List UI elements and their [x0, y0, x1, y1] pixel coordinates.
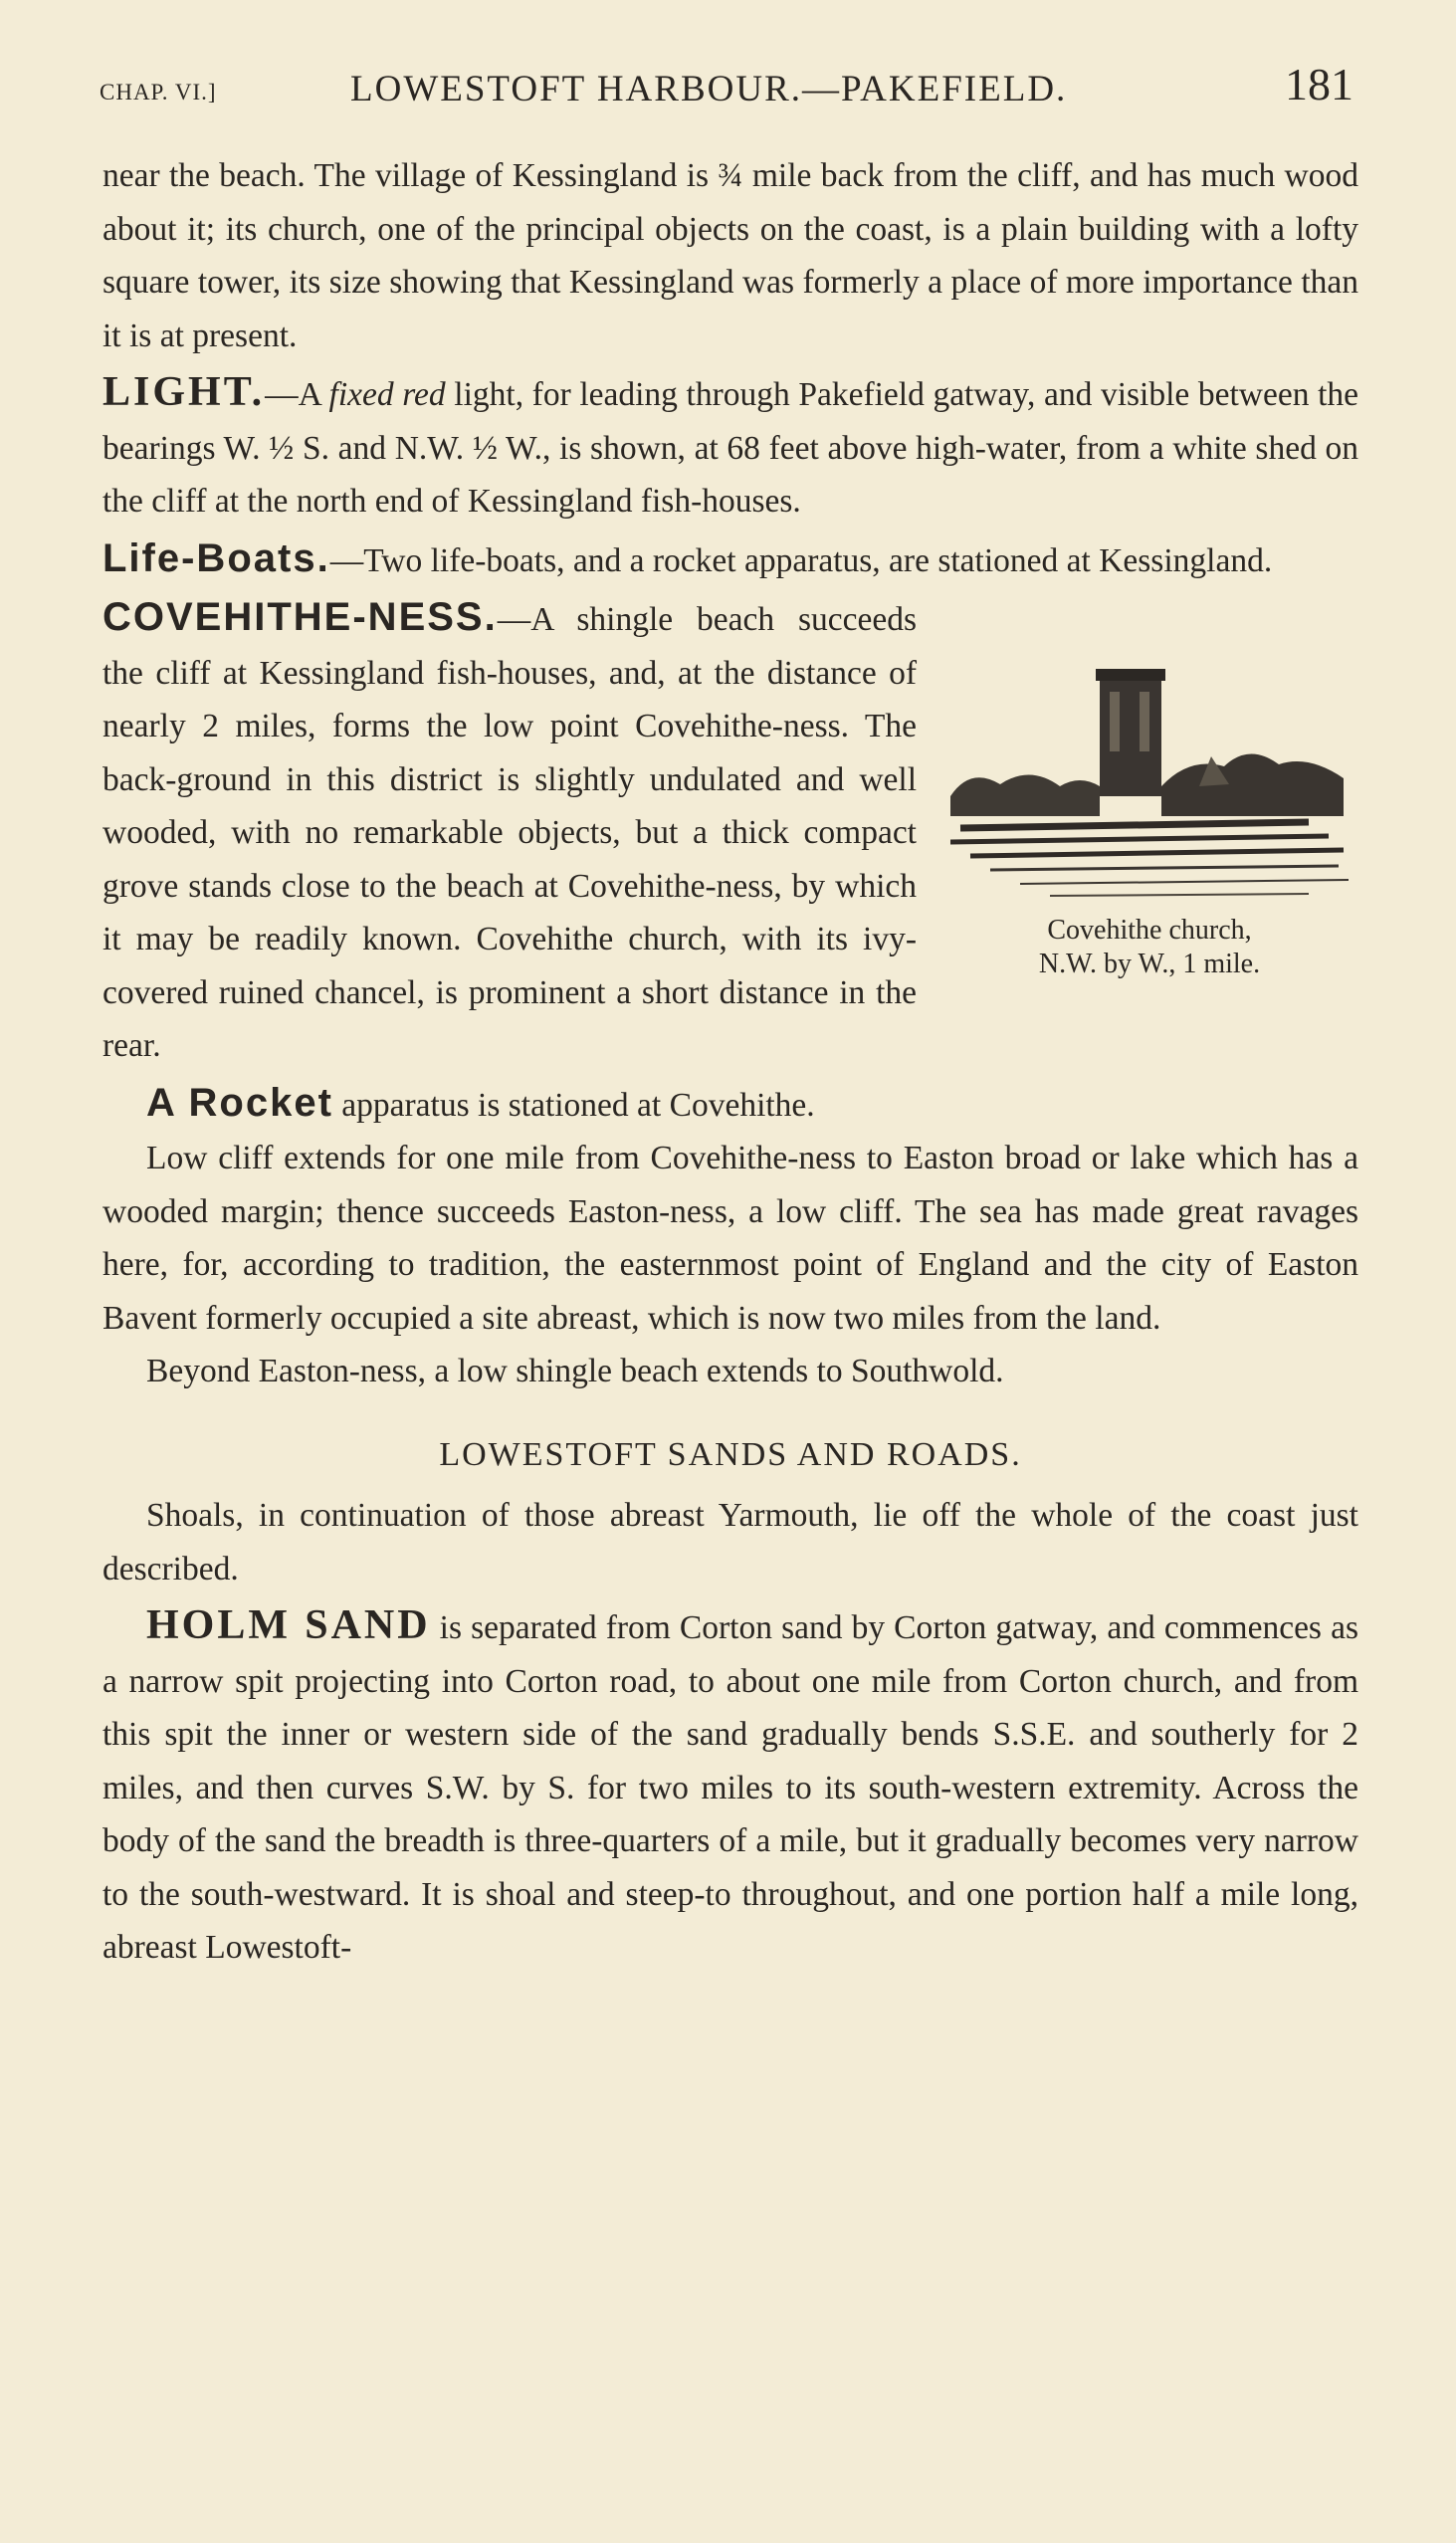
page-body [103, 149, 1358, 1975]
caption-line-1: Covehithe church, [1047, 915, 1252, 946]
light-text: light, for leading through Pakefield gatway, and visible between the bearings W. ½ S. and N.W. ½ W., is shown, at 68 feet above high-water, from a white shed on the cliff at the north end of Kessingland fish-houses. [103, 376, 1358, 520]
paragraph-low-cliff: Low cliff extends for one mile from Covehithe-ness to Easton broad or lake which has a wooded margin; thence succeeds Easton-ness, a low cliff. The sea has made great ravages here, for, according to tradition, the easternmost point of England and the city of Easton Bavent formerly occupied a site abreast, which is now two miles from the land. [103, 1140, 1358, 1337]
running-header [100, 58, 1353, 117]
paragraph-rocket [103, 1077, 1358, 1133]
heading-lifeboats: Life-Boats. [103, 535, 330, 580]
lifeboats-text: —Two life-boats, and a rocket apparatus, are stationed at Kessingland. [329, 541, 1273, 579]
paragraph-beyond-easton: Beyond Easton-ness, a low shingle beach extends to Southwold. [146, 1353, 1004, 1389]
paragraph-shoals: Shoals, in continuation of those abreast Yarmouth, lie off the whole of the coast just described. [103, 1497, 1358, 1588]
paragraph-kessingland: near the beach. The village of Kessingland is ¾ mile back from the cliff, and has much wood about it; its church, one of the principal objects on the coast, is a plain building with a lofty square tower, its size showing that Kessingland was formerly a place of more importance than it is at present. [103, 157, 1358, 354]
church-sketch-icon [950, 647, 1349, 916]
light-dash: —A [265, 376, 329, 413]
heading-holm-sand: HOLM SAND [146, 1602, 431, 1648]
heading-covehithe-ness: COVEHITHE-NESS. [103, 595, 498, 639]
light-fixed-red: fixed red [328, 376, 446, 413]
paragraph-lifeboats [103, 532, 1358, 588]
figure-caption [940, 914, 1358, 981]
paragraph-light [103, 366, 1358, 529]
holm-sand-text: is separated from Corton sand by Corton gatway, and commences as a narrow spit projecting into Corton road, to about one mile from Corton church, and from this spit the inner or western side of the sand gradually bends S.S.E. and southerly for 2 miles, and then curves S.W. by S. for two miles to its south-western extremity. Across the body of the sand the breadth is three-quarters of a mile, but it gradually becomes very narrow to the south-westward. It is shoal and steep-to throughout, and one portion half a mile long, abreast Lowestoft- [103, 1609, 1358, 1966]
paragraph-holm-sand [103, 1599, 1358, 1975]
chapter-label: CHAP. VI.] [100, 80, 217, 105]
rocket-text: apparatus is stationed at Covehithe. [332, 1086, 815, 1124]
section-title-lowestoft-sands: LOWESTOFT SANDS AND ROADS. [439, 1435, 1022, 1473]
heading-rocket: A Rocket [146, 1080, 333, 1125]
page-number: 181 [1285, 59, 1353, 109]
caption-line-2: N.W. by W., 1 mile. [1038, 949, 1261, 979]
covehithe-text: —A shingle beach succeeds the cliff at Kessingland fish-houses, and, at the distance of nearly 2 miles, forms the low point Covehithe-ness. The back-ground in this district is slightly undulated and well wooded, with no remarkable objects, but a thick compact grove stands close to the beach at Covehithe-ness, by which it may be readily known. Covehithe church, with its ivy-covered ruined chancel, is prominent a short distance in the rear. [103, 601, 917, 1064]
covehithe-church-view [940, 647, 1358, 1005]
heading-light: LIGHT. [103, 369, 266, 415]
running-title: LOWESTOFT HARBOUR.—PAKEFIELD. [350, 69, 1068, 109]
